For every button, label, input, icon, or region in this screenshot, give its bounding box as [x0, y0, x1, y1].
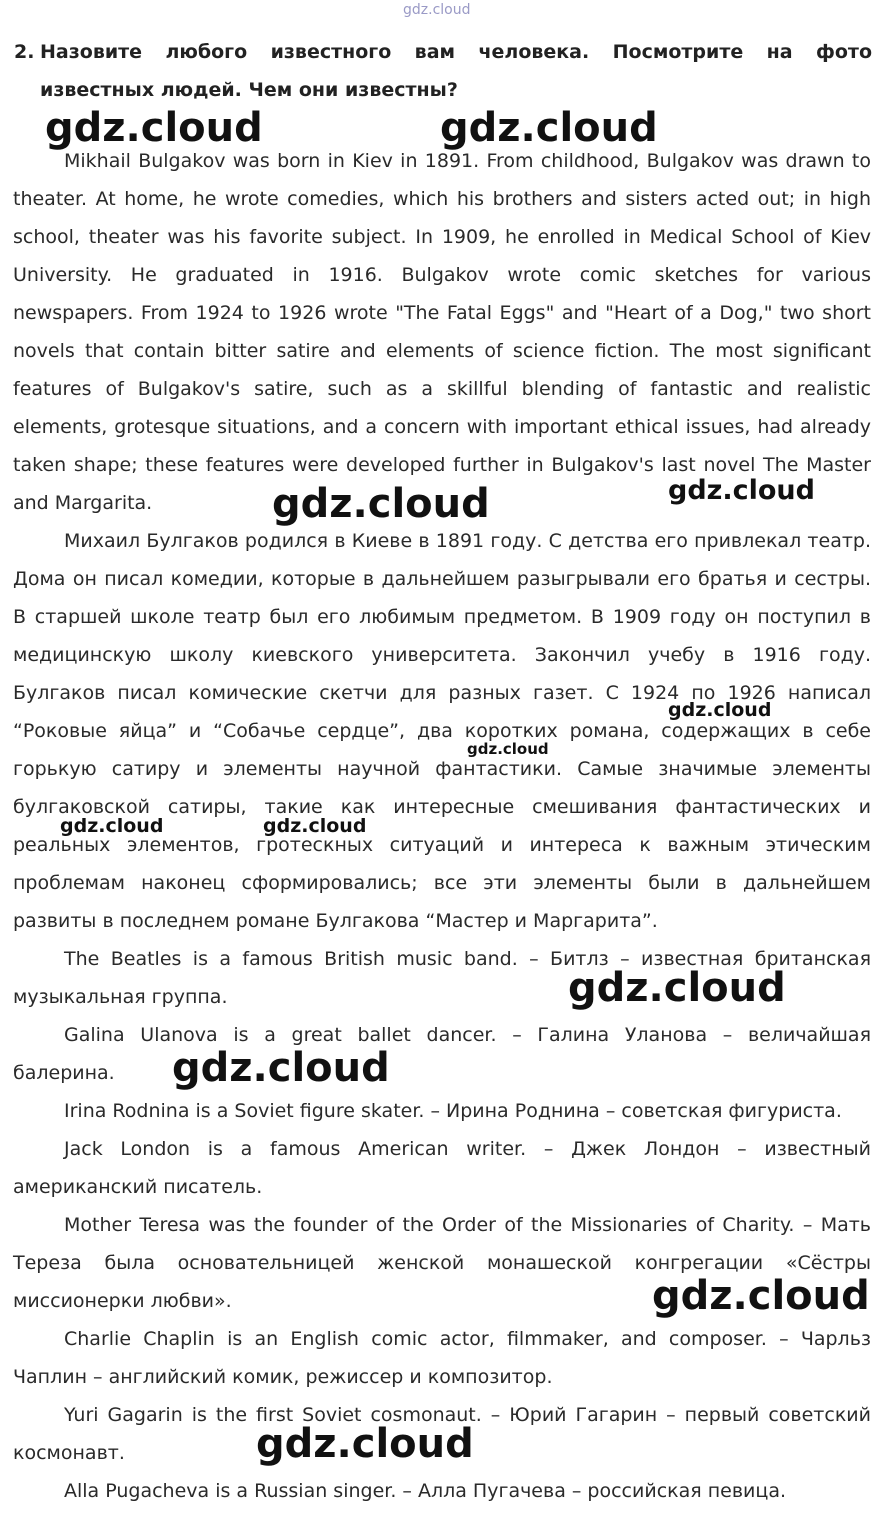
paragraph-london: Jack London is a famous American writer. – Джек Лондон – известный американский писатель. [13, 1138, 871, 1198]
watermark: gdz.cloud [263, 815, 367, 837]
task-number: 2. [14, 41, 35, 63]
paragraph-pugacheva: Alla Pugacheva is a Russian singer. – Алла Пугачева – российская певица. [64, 1480, 786, 1502]
watermark: gdz.cloud [272, 481, 490, 527]
header-watermark: gdz.cloud [403, 2, 471, 18]
task-text: Назовите любого известного вам человека. Посмотрите на фото известных людей. Чем они известны? [40, 41, 872, 101]
watermark: gdz.cloud [45, 105, 263, 151]
watermark: gdz.cloud [668, 475, 815, 506]
paragraph-gagarin: Yuri Gagarin is the first Soviet cosmonaut. – Юрий Гагарин – первый советский космонавт. [13, 1404, 871, 1464]
watermark: gdz.cloud [256, 1421, 474, 1467]
paragraph-bulgakov-ru: Михаил Булгаков родился в Киеве в 1891 году. С детства его привлекал театр. Дома он писал комедии, которые в дальнейшем разыгрывали его братья и сестры. В старшей школе театр был его любимым предметом. В 1909 году он поступил в медицинскую школу киевского университета. Закончил учебу в 1916 году. Булгаков писал комические скетчи для разных газет. С 1924 по 1926 написал “Роковые яйца” и “Собачье сердце”, два коротких романа, содержащих в себе горькую сатиру и элементы научной фантастики. Самые значимые элементы булгаковской сатиры, такие как интересные смешивания фантастических и реальных элементов, гротескных ситуаций и интереса к важным этическим проблемам наконец сформировались; все эти элементы были в дальнейшем развиты в последнем романе Булгакова “Мастер и Маргарита”. [13, 530, 871, 932]
watermark: gdz.cloud [652, 1273, 870, 1319]
watermark: gdz.cloud [668, 699, 772, 721]
paragraph-bulgakov-en: Mikhail Bulgakov was born in Kiev in 1891. From childhood, Bulgakov was drawn to theater. At home, he wrote comedies, which his brothers and sisters acted out; in high school, theater was his favorite subject. In 1909, he enrolled in Medical School of Kiev University. He graduated in 1916. Bulgakov wrote comic sketches for various newspapers. From 1924 to 1926 wrote "The Fatal Eggs" and "Heart of a Dog," two short novels that contain bitter satire and elements of science fiction. The most significant features of Bulgakov's satire, such as a skillful blending of fantastic and realistic elements, grotesque situations, and a concern with important ethical issues, had already taken shape; these features were developed further in Bulgakov's last novel The Master and Margarita. [13, 150, 871, 514]
watermark: gdz.cloud [568, 965, 786, 1011]
watermark: gdz.cloud [467, 740, 549, 758]
watermark: gdz.cloud [440, 105, 658, 151]
paragraph-ulanova: Galina Ulanova is a great ballet dancer. – Галина Уланова – величайшая балерина. [13, 1024, 871, 1084]
watermark: gdz.cloud [172, 1045, 390, 1091]
paragraph-beatles: The Beatles is a famous British music band. – Битлз – известная британская музыкальная группа. [13, 948, 871, 1008]
paragraph-chaplin: Charlie Chaplin is an English comic actor, filmmaker, and composer. – Чарльз Чаплин – английский комик, режиссер и композитор. [13, 1328, 871, 1388]
watermark: gdz.cloud [60, 815, 164, 837]
paragraph-rodnina: Irina Rodnina is a Soviet figure skater. – Ирина Роднина – советская фигуриста. [64, 1100, 842, 1122]
task-heading [14, 33, 872, 109]
paragraph-teresa: Mother Teresa was the founder of the Order of the Missionaries of Charity. – Мать Тереза была основательницей женской монашеской конгрегации «Сёстры миссионерки любви». [13, 1214, 871, 1312]
